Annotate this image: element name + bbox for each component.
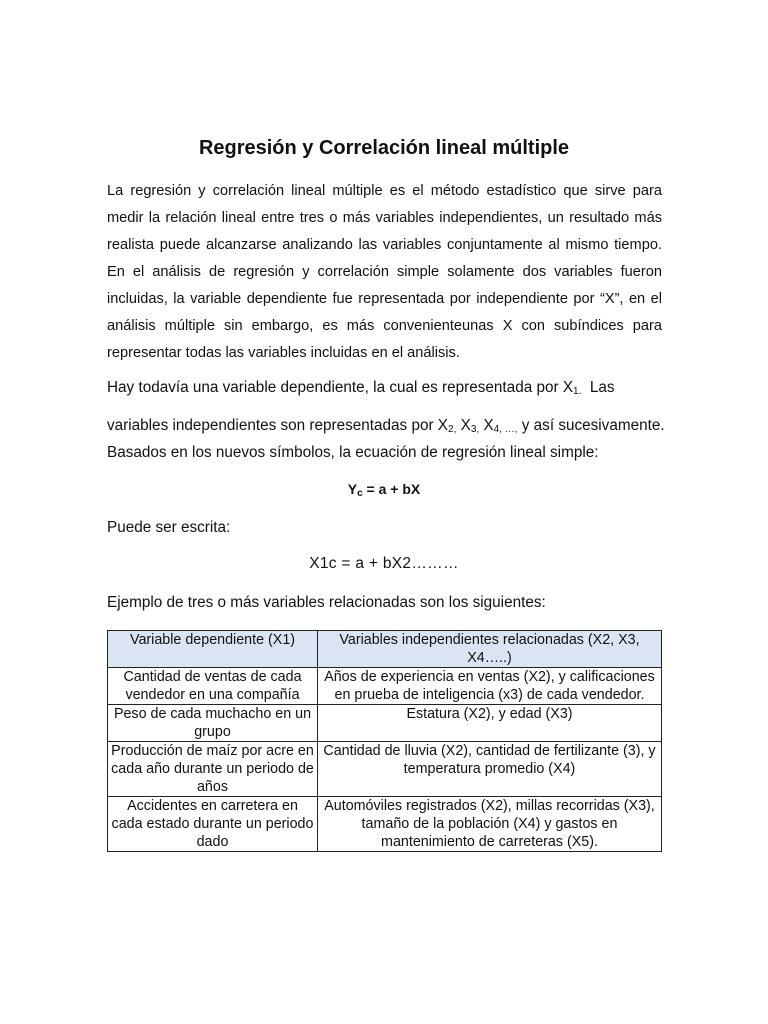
variables-table <box>107 630 662 852</box>
multiple-regression-formula: X1c = a + bX2……… <box>309 555 459 572</box>
independent-text: variables independientes son representadas por X <box>107 417 449 434</box>
table-header-row <box>108 631 662 668</box>
independent-variables-line <box>107 417 665 435</box>
independent-sub-1: 2, <box>448 424 457 435</box>
dependent-subscript: 1. <box>573 386 582 397</box>
basados-line: Basados en los nuevos símbolos, la ecuación de regresión lineal simple: <box>107 444 599 461</box>
table-cell-independent: Cantidad de lluvia (X2), cantidad de fertilizante (3), y temperatura promedio (X4) <box>318 742 662 797</box>
independent-sub-2: 3, <box>470 424 480 435</box>
independent-sub-3: 4, …, <box>493 424 518 435</box>
formula-subscript: c <box>357 488 363 499</box>
table-row <box>108 797 662 852</box>
table-cell-dependent: Peso de cada muchacho en un grupo <box>108 705 318 742</box>
formula-rest: = a + bX <box>362 481 421 497</box>
ejemplo-line: Ejemplo de tres o más variables relacionadas son los siguientes: <box>107 594 546 611</box>
dependent-text: Hay todavía una variable dependiente, la cual es representada por X <box>107 379 574 396</box>
table-row <box>108 668 662 705</box>
table-cell-independent: Estatura (X2), y edad (X3) <box>318 705 662 742</box>
table-row <box>108 742 662 797</box>
dependent-after: Las <box>581 379 615 396</box>
header-dependent: Variable dependiente (X1) <box>108 631 318 668</box>
table-cell-independent: Automóviles registrados (X2), millas recorridas (X3), tamaño de la población (X4) y gastos en mantenimiento de carreteras (X5). <box>318 797 662 852</box>
header-independent: Variables independientes relacionadas (X2, X3, X4…..) <box>318 631 662 668</box>
table-cell-dependent: Cantidad de ventas de cada vendedor en una compañía <box>108 668 318 705</box>
independent-mid-2: X <box>479 417 494 434</box>
puede-line: Puede ser escrita: <box>107 519 231 536</box>
regression-formula <box>0 481 768 499</box>
formula-y: Y <box>347 481 358 497</box>
independent-after: y así sucesivamente. <box>517 417 665 434</box>
table-cell-dependent: Producción de maíz por acre en cada año durante un periodo de años <box>108 742 318 797</box>
intro-paragraph: La regresión y correlación lineal múltiple es el método estadístico que sirve para medir la relación lineal entre tres o más variables independientes, un resultado más realista puede alcanzarse analizando las variables conjuntamente al mismo tiempo. En el análisis de regresión y correlación simple solamente dos variables fueron incluidas, la variable dependiente fue representada por independiente por “X”, en el análisis múltiple sin embargo, es más convenienteunas X con subíndices para representar todas las variables incluidas en el análisis. <box>107 183 662 361</box>
table-row <box>108 705 662 742</box>
independent-mid-1: X <box>456 417 471 434</box>
page-title: Regresión y Correlación lineal múltiple <box>198 137 570 159</box>
dependent-variable-line <box>107 379 615 397</box>
table-cell-dependent: Accidentes en carretera en cada estado durante un periodo dado <box>108 797 318 852</box>
table-cell-independent: Años de experiencia en ventas (X2), y calificaciones en prueba de inteligencia (x3) de cada vendedor. <box>318 668 662 705</box>
